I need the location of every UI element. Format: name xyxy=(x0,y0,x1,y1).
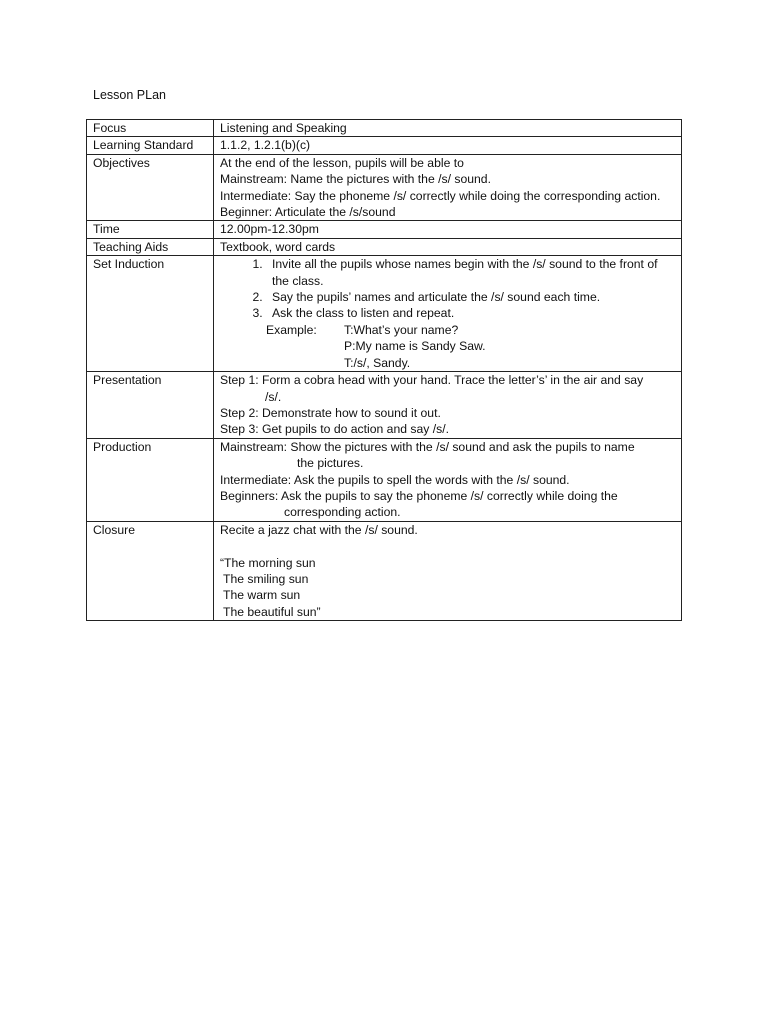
example-label: Example: xyxy=(266,322,317,337)
teaching-aids-value: Textbook, word cards xyxy=(214,238,682,255)
list-item: 1. Invite all the pupils whose names begin with the /s/ sound to the front of the class. xyxy=(266,256,675,289)
production-value xyxy=(214,438,682,521)
objective-line: At the end of the lesson, pupils will be able to xyxy=(220,155,464,170)
focus-value: Listening and Speaking xyxy=(214,120,682,137)
poem-line: The smiling sun xyxy=(223,571,309,586)
poem-line: The beautiful sun” xyxy=(223,604,321,619)
objective-line: Mainstream: Name the pictures with the /s/ sound. xyxy=(220,172,491,187)
step-1-continued: /s/. xyxy=(265,389,282,404)
step-2: Step 2: Demonstrate how to sound it out. xyxy=(220,405,441,420)
table-row xyxy=(87,137,682,154)
table-row xyxy=(87,521,682,620)
example-block xyxy=(220,322,675,371)
list-item: 2. Say the pupils’ names and articulate the /s/ sound each time. xyxy=(266,289,675,305)
example-line: T:/s/, Sandy. xyxy=(344,355,411,370)
presentation-value xyxy=(214,372,682,439)
production-mainstream-continued: the pictures. xyxy=(297,456,364,471)
list-item: 3. Ask the class to listen and repeat. xyxy=(266,305,675,321)
table-row xyxy=(87,238,682,255)
lesson-plan-table xyxy=(86,119,682,621)
step-1: Step 1: Form a cobra head with your hand. Trace the letter’s’ in the air and say xyxy=(220,373,644,388)
table-row xyxy=(87,438,682,521)
closure-value xyxy=(214,521,682,620)
table-row xyxy=(87,154,682,221)
teaching-aids-label: Teaching Aids xyxy=(87,238,214,255)
production-intermediate: Intermediate: Ask the pupils to spell the words with the /s/ sound. xyxy=(220,472,570,487)
table-row xyxy=(87,221,682,238)
set-induction-list xyxy=(220,256,675,322)
time-value: 12.00pm-12.30pm xyxy=(214,221,682,238)
learning-standard-label: Learning Standard xyxy=(87,137,214,154)
production-beginners-continued: corresponding action. xyxy=(284,505,401,520)
example-line: T:What’s your name? xyxy=(344,322,459,337)
objectives-label: Objectives xyxy=(87,154,214,221)
production-label: Production xyxy=(87,438,214,521)
production-mainstream: Mainstream: Show the pictures with the /s/ sound and ask the pupils to name xyxy=(220,439,635,454)
time-label: Time xyxy=(87,221,214,238)
set-induction-value xyxy=(214,256,682,372)
objective-line: Beginner: Articulate the /s/sound xyxy=(220,205,396,220)
table-row xyxy=(87,372,682,439)
document-title: Lesson PLan xyxy=(93,88,166,102)
objectives-value xyxy=(214,154,682,221)
set-induction-label: Set Induction xyxy=(87,256,214,372)
example-line: P:My name is Sandy Saw. xyxy=(344,339,486,354)
presentation-label: Presentation xyxy=(87,372,214,439)
objective-line: Intermediate: Say the phoneme /s/ correctly while doing the corresponding action. xyxy=(220,188,661,203)
table-row xyxy=(87,120,682,137)
poem-line: “The morning sun xyxy=(220,555,316,570)
learning-standard-value: 1.1.2, 1.2.1(b)(c) xyxy=(214,137,682,154)
closure-label: Closure xyxy=(87,521,214,620)
poem-line: The warm sun xyxy=(223,588,301,603)
focus-label: Focus xyxy=(87,120,214,137)
step-3: Step 3: Get pupils to do action and say /s/. xyxy=(220,422,449,437)
closure-intro: Recite a jazz chat with the /s/ sound. xyxy=(220,522,418,537)
production-beginners: Beginners: Ask the pupils to say the phoneme /s/ correctly while doing the xyxy=(220,488,618,503)
table-row xyxy=(87,256,682,372)
